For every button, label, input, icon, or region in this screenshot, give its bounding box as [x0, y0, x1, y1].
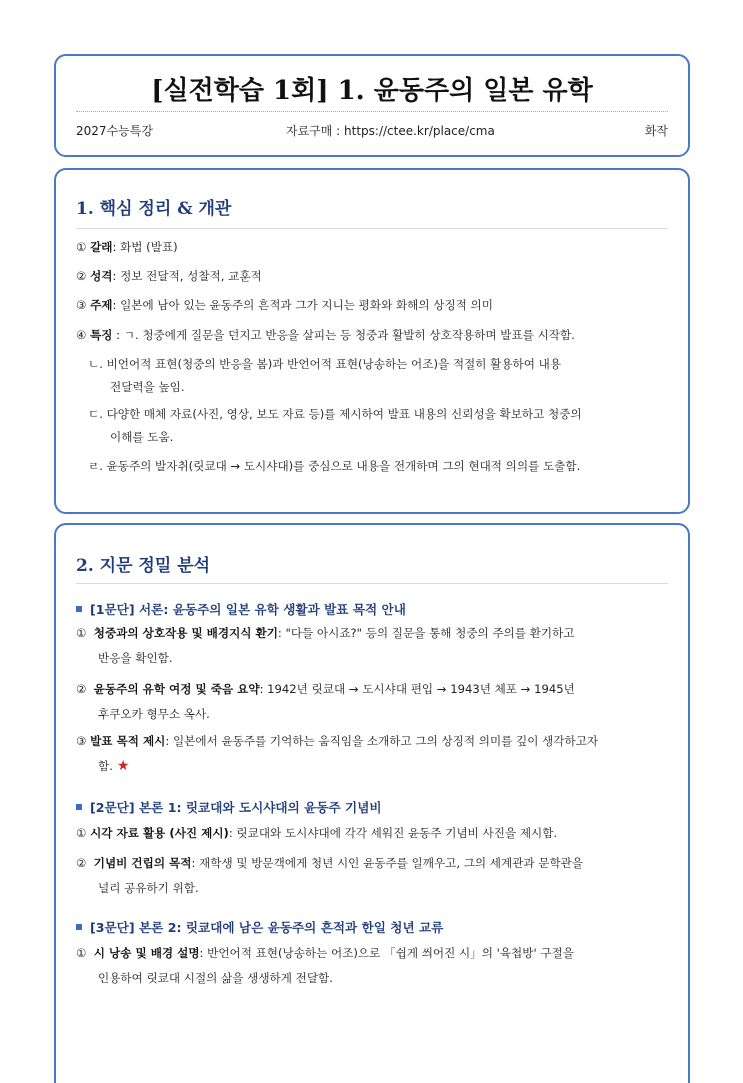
section-title: 2. 지문 정밀 분석: [76, 556, 211, 576]
summary-item: ② 성격: 정보 전달적, 성찰적, 교훈적: [76, 269, 262, 283]
analysis-item: ① 청중과의 상호작용 및 배경지식 환기: "다들 아시죠?" 등의 질문을 통해 청중의 주의를 환기하고 반응을 확인함.: [76, 626, 575, 665]
analysis-item: ② 윤동주의 유학 여정 및 죽음 요약: 1942년 릿쿄대 → 도시샤대 편입 → 1943년 체포 → 1945년 후쿠오카 형무소 옥사.: [76, 682, 575, 721]
analysis-item: ③ 발표 목적 제시: 일본에서 윤동주를 기억하는 움직임을 소개하고 그의 상징적 의미를 깊이 생각하고자 함. ★: [76, 734, 599, 774]
feature-subitem: ㄷ. 다양한 매체 자료(사진, 영상, 보도 자료 등)를 제시하여 발표 내용의 신뢰성을 확보하고 청중의 이해를 도움.: [88, 407, 582, 444]
analysis-item: ② 기념비 건립의 목적: 재학생 및 방문객에게 청년 시인 윤동주를 일깨우고, 그의 세계관과 문학관을 널리 공유하기 위함.: [76, 856, 584, 895]
divider: [76, 111, 668, 112]
square-bullet-icon: [76, 804, 82, 810]
star-icon: ★: [116, 758, 130, 774]
paragraph-heading: [3문단] 본론 2: 릿쿄대에 남은 윤동주의 흔적과 한일 청년 교류: [76, 917, 668, 936]
summary-item: ④ 특징 : ㄱ. 청중에게 질문을 던지고 반응을 살피는 등 청중과 활발히 상호작용하며 발표를 시작함.: [76, 328, 575, 342]
section-rule: [76, 583, 668, 584]
subject-label: 화작: [644, 124, 668, 138]
book-name: 2027수능특강: [76, 124, 153, 138]
feature-subitem: ㄴ. 비언어적 표현(청중의 반응을 봄)과 반언어적 표현(낭송하는 어조)을 적절히 활용하여 내용 전달력을 높임.: [88, 357, 562, 394]
paragraph-heading: [2문단] 본론 1: 릿쿄대와 도시샤대의 윤동주 기념비: [76, 797, 668, 816]
page-title: [실전학습 1회] 1. 윤동주의 일본 유학: [151, 76, 593, 106]
feature-subitem: ㄹ. 윤동주의 발자취(릿쿄대 → 도시샤대)를 중심으로 내용을 전개하며 그의 현대적 의의를 도출함.: [88, 459, 581, 473]
summary-item: ③ 주제: 일본에 남아 있는 윤동주의 흔적과 그가 지니는 평화와 화해의 상징적 의미: [76, 298, 493, 312]
square-bullet-icon: [76, 606, 82, 612]
summary-item: ① 갈래: 화법 (발표): [76, 240, 178, 254]
section-core-summary: [54, 168, 690, 514]
paragraph-heading: [1문단] 서론: 윤동주의 일본 유학 생활과 발표 목적 안내: [76, 599, 668, 618]
section-title: 1. 핵심 정리 & 개관: [76, 199, 232, 219]
section-analysis: [54, 523, 690, 1083]
analysis-item: ① 시 낭송 및 배경 설명: 반언어적 표현(낭송하는 어조)으로 「쉽게 씌어진 시」의 '육첩방' 구절을 인용하여 릿쿄대 시절의 삶을 생생하게 전달함.: [76, 946, 574, 985]
analysis-item: ① 시각 자료 활용 (사진 제시): 릿쿄대와 도시샤대에 각각 세워진 윤동주 기념비 사진을 제시함.: [76, 826, 558, 840]
section-rule: [76, 228, 668, 229]
header-box: [54, 54, 690, 157]
purchase-link[interactable]: 자료구매 : https://ctee.kr/place/cma: [286, 124, 495, 138]
square-bullet-icon: [76, 924, 82, 930]
